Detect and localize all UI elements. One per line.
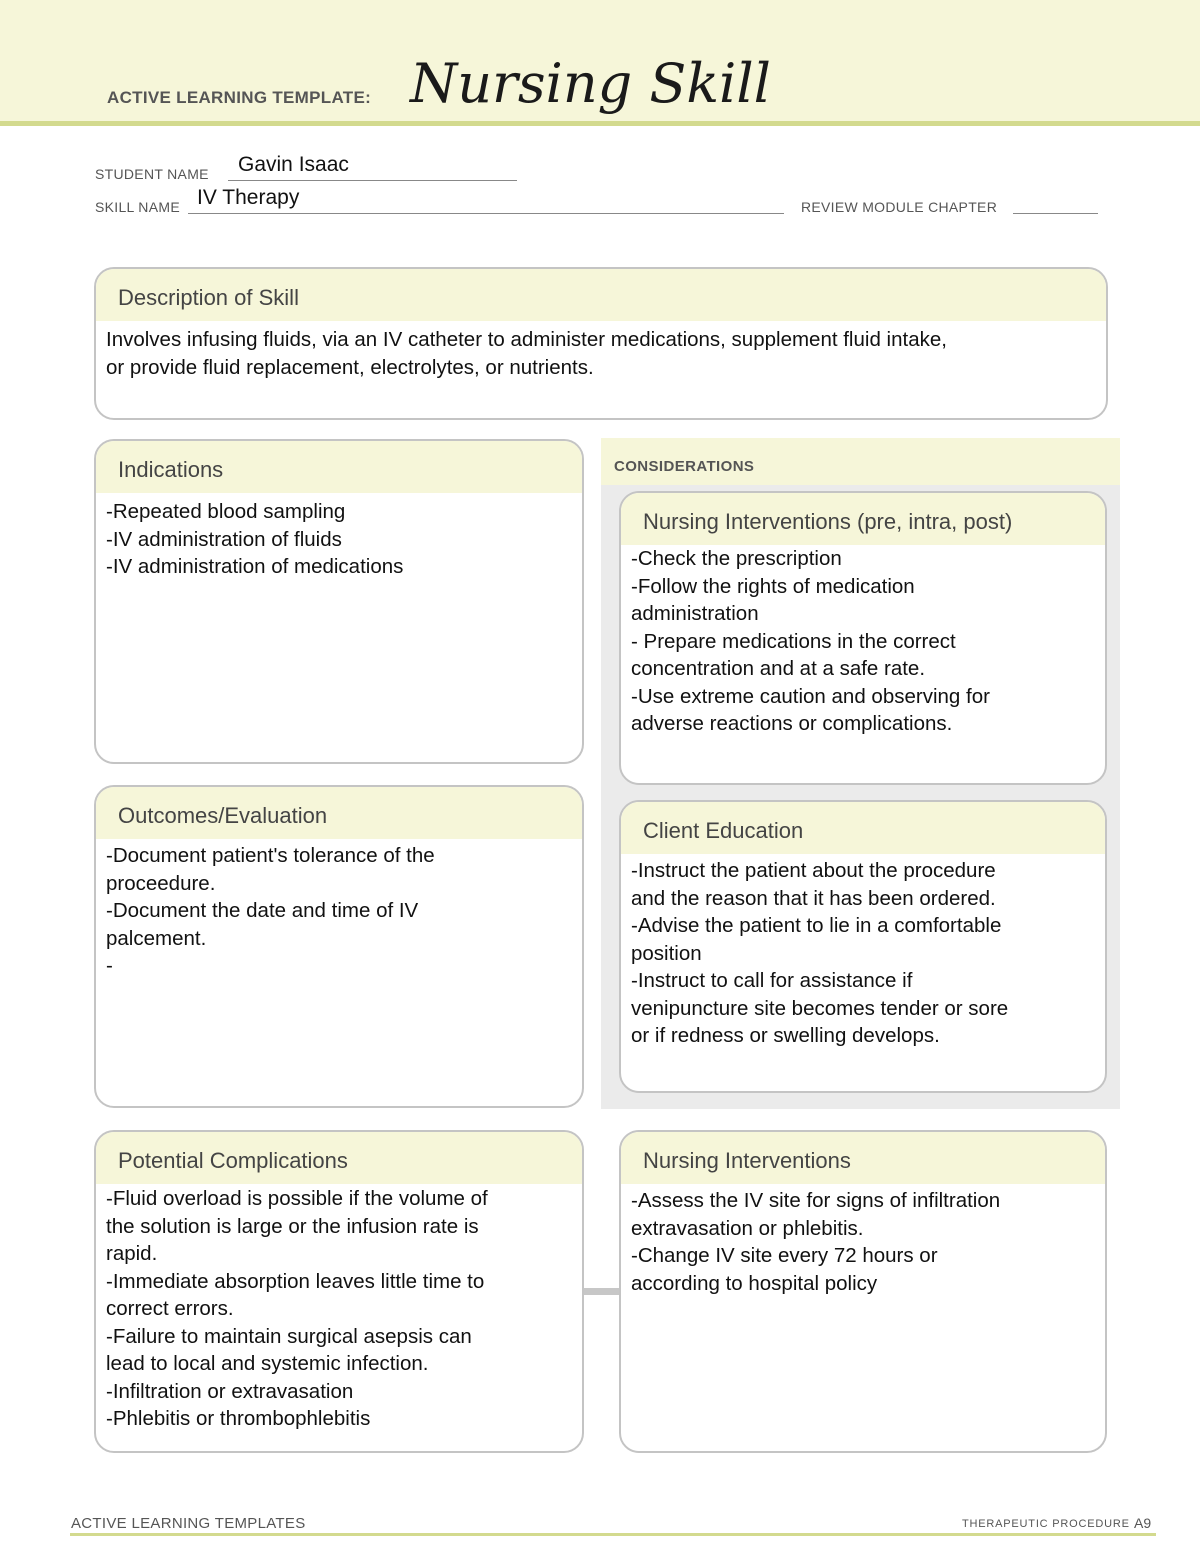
nursing-interventions-heading: Nursing Interventions <box>621 1132 1105 1184</box>
nursing-interventions-box <box>619 1130 1107 1453</box>
page-title: Nursing Skill <box>410 52 771 115</box>
indications-line: -IV administration of medications <box>106 555 404 578</box>
nursing-interventions-line: -Assess the IV site for signs of infiltration <box>631 1189 1001 1212</box>
outcomes-line: - <box>106 954 113 977</box>
nursing-interventions-line: -Change IV site every 72 hours or <box>631 1244 938 1267</box>
indications-line: -IV administration of fluids <box>106 527 342 551</box>
outcomes-line: proceedure. <box>106 871 216 895</box>
page-number: A9 <box>1134 1515 1152 1531</box>
client-education-line: venipuncture site becomes tender or sore <box>631 996 1009 1020</box>
description-box <box>94 267 1108 420</box>
student-name-underline <box>228 180 517 181</box>
considerations-label: CONSIDERATIONS <box>614 458 755 475</box>
complications-line: -Infiltration or extravasation <box>106 1379 354 1403</box>
footer-procedure-label: THERAPEUTIC PROCEDURE <box>962 1518 1130 1530</box>
header-divider <box>0 121 1200 126</box>
nursing-interventions-line: according to hospital policy <box>631 1271 878 1295</box>
client-education-line: or if redness or swelling develops. <box>631 1024 940 1047</box>
complications-box <box>94 1130 584 1453</box>
nursing-interventions-pip-heading: Nursing Interventions (pre, intra, post) <box>621 493 1105 545</box>
nursing-interventions-text <box>621 1184 1105 1297</box>
complications-text <box>96 1184 582 1433</box>
review-module-label: REVIEW MODULE CHAPTER <box>801 199 998 215</box>
indications-heading: Indications <box>96 441 582 493</box>
outcomes-line: -Document the date and time of IV <box>106 899 419 922</box>
client-education-box <box>619 800 1107 1093</box>
nursing-interventions-pip-line: -Use extreme caution and observing for <box>631 684 990 708</box>
client-education-line: -Instruct to call for assistance if <box>631 969 913 992</box>
student-name-field[interactable]: Gavin Isaac <box>238 153 349 176</box>
nursing-interventions-pip-line: concentration and at a safe rate. <box>631 657 926 680</box>
client-education-line: -Instruct the patient about the procedure <box>631 859 996 882</box>
description-line: Involves infusing fluids, via an IV catheter to administer medications, supplement fluid intake, <box>106 328 947 351</box>
description-text <box>96 321 1106 381</box>
nursing-interventions-line: extravasation or phlebitis. <box>631 1216 864 1240</box>
outcomes-text <box>96 839 582 980</box>
student-name-label: STUDENT NAME <box>95 166 209 182</box>
client-education-text <box>621 854 1105 1050</box>
complications-line: -Failure to maintain surgical asepsis can <box>106 1324 472 1348</box>
review-module-field[interactable] <box>1013 213 1098 214</box>
client-education-line: -Advise the patient to lie in a comfortable <box>631 914 1002 937</box>
nursing-interventions-pip-line: - Prepare medications in the correct <box>631 629 956 653</box>
complications-line: -Immediate absorption leaves little time to <box>106 1269 485 1293</box>
nursing-interventions-pip-line: adverse reactions or complications. <box>631 712 953 735</box>
indications-text <box>96 493 582 581</box>
indications-box <box>94 439 584 764</box>
complications-line: -Fluid overload is possible if the volume of <box>106 1187 488 1210</box>
complications-line: the solution is large or the infusion rate is <box>106 1214 479 1238</box>
skill-name-underline <box>188 213 784 214</box>
skill-name-field[interactable]: IV Therapy <box>197 186 300 209</box>
template-label: ACTIVE LEARNING TEMPLATE: <box>107 88 372 107</box>
complications-line: lead to local and systemic infection. <box>106 1352 429 1375</box>
outcomes-box <box>94 785 584 1108</box>
nursing-interventions-pip-text <box>621 545 1105 738</box>
client-education-line: and the reason that it has been ordered. <box>631 886 996 910</box>
complications-line: -Phlebitis or thrombophlebitis <box>106 1407 371 1430</box>
complications-line: correct errors. <box>106 1297 234 1320</box>
complications-line: rapid. <box>106 1242 158 1265</box>
skill-name-label: SKILL NAME <box>95 199 180 215</box>
nursing-interventions-pip-box <box>619 491 1107 785</box>
description-heading: Description of Skill <box>96 269 1106 321</box>
footer-templates-label: ACTIVE LEARNING TEMPLATES <box>71 1515 306 1532</box>
complications-heading: Potential Complications <box>96 1132 582 1184</box>
nursing-interventions-pip-line: -Check the prescription <box>631 547 842 570</box>
outcomes-heading: Outcomes/Evaluation <box>96 787 582 839</box>
outcomes-line: -Document patient's tolerance of the <box>106 844 435 867</box>
outcomes-line: palcement. <box>106 926 207 950</box>
box-connector <box>583 1288 620 1295</box>
indications-line: -Repeated blood sampling <box>106 500 346 523</box>
client-education-heading: Client Education <box>621 802 1105 854</box>
footer-divider <box>70 1533 1156 1536</box>
client-education-line: position <box>631 941 702 965</box>
description-line: or provide fluid replacement, electrolytes, or nutrients. <box>106 355 594 379</box>
nursing-interventions-pip-line: -Follow the rights of medication <box>631 574 915 598</box>
nursing-interventions-pip-line: administration <box>631 602 759 625</box>
